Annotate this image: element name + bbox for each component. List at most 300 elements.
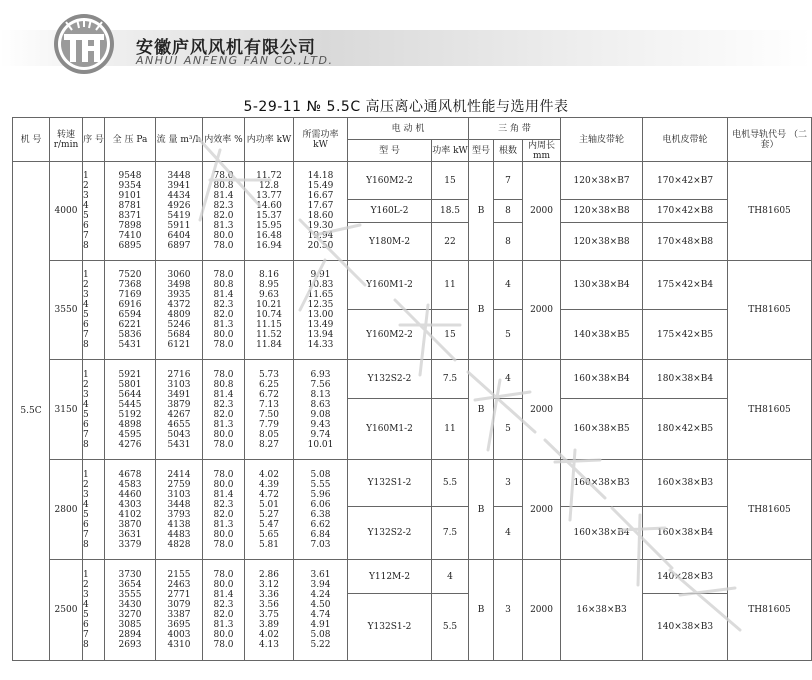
value-line: 7.03 [310,539,331,550]
speed-value: 4000 [50,162,83,261]
belt-type: B [469,460,494,560]
speed-value: 2500 [50,560,83,661]
value-line: 6.72 [258,389,280,400]
value-line: 82.3 [213,201,234,211]
efficiency-list [203,162,245,261]
value-line: 16.48 [256,231,282,241]
value-line: 80.0 [213,231,234,241]
value-line: 7.50 [258,409,280,420]
value-line: 80.0 [213,429,234,440]
value-line: 3.36 [258,590,280,600]
value-line: 7.13 [258,399,280,410]
value-line: 3941 [167,181,191,191]
value-line: 9.08 [310,409,331,420]
value-line: 11.84 [256,340,282,350]
motor-pulley: 170×48×B8 [643,223,728,261]
speed-value: 3150 [50,360,83,460]
value-line: 4303 [118,499,142,510]
value-line: 7 [83,231,89,241]
header-motor-pulley: 电机皮带轮 [643,118,728,162]
motor-pulley: 175×42×B4 [643,261,728,310]
value-line: 4.13 [258,640,280,650]
value-line: 78.0 [213,241,234,251]
motor-pulley: 140×28×B3 [643,560,728,594]
value-line: 8371 [118,211,142,221]
belt-count: 3 [494,460,523,507]
value-line: 6.84 [310,529,331,540]
belt-count: 4 [494,507,523,560]
motor-model: Y132S2-2 [348,360,432,399]
value-line: 11.52 [256,330,282,340]
value-line: 5 [83,310,89,320]
motor-power: 11 [432,399,469,460]
required-power-list [294,261,348,360]
motor-power: 15 [432,162,469,200]
value-line: 6.93 [310,369,331,380]
header-inner-power: 内功率 kW [245,118,294,162]
value-line: 6404 [167,231,191,241]
header-seq: 序 号 [83,118,105,162]
value-line: 5.73 [258,369,280,380]
value-line: 4583 [118,479,142,490]
value-line: 8.13 [310,389,331,400]
value-line: 5 [83,211,89,221]
pressure-list [105,261,156,360]
value-line: 4.02 [258,630,280,640]
value-line: 15.49 [307,181,334,191]
belt-count: 5 [494,310,523,360]
required-power-list [294,460,348,560]
value-line: 1 [83,469,89,480]
value-line: 4828 [167,539,191,550]
value-line: 13.49 [307,320,334,330]
value-line: 20.50 [307,241,334,251]
header-pressure: 全 压 Pa [105,118,156,162]
header-speed: 转速 r/min [50,118,83,162]
value-line: 8 [83,241,89,251]
value-line: 80.8 [213,379,234,390]
value-line: 12.8 [258,181,280,191]
value-line: 78.0 [213,369,234,380]
value-line: 8.95 [258,280,280,290]
flow-list [156,560,203,661]
value-line: 7368 [118,280,142,290]
value-line: 82.3 [213,600,234,610]
value-line: 5431 [167,439,191,450]
table-row [13,261,812,310]
value-line: 3103 [167,489,191,500]
value-line: 9.63 [258,290,280,300]
motor-power: 5.5 [432,460,469,507]
company-name-cn: 安徽庐风风机有限公司 [136,38,316,58]
motor-model: Y132S1-2 [348,594,432,661]
value-line: 5.01 [258,499,280,510]
motor-model: Y160M1-2 [348,261,432,310]
value-line: 4276 [118,439,142,450]
value-line: 5801 [118,379,142,390]
rail-code: TH81605 [728,460,812,560]
value-line: 3879 [167,399,191,410]
value-line: 6 [83,419,89,430]
machine-number: 5.5C [13,162,50,661]
seq-list [83,261,105,360]
value-line: 9.74 [310,429,331,440]
value-line: 3793 [167,509,191,520]
value-line: 1 [83,171,89,181]
main-pulley: 120×38×B8 [561,223,643,261]
header-main-pulley: 主轴皮带轮 [561,118,643,162]
value-line: 81.3 [213,419,234,430]
value-line: 3.89 [258,620,280,630]
company-header [0,0,812,82]
value-line: 2693 [118,640,142,650]
header-belt-type: 型号 [469,140,494,162]
value-line: 81.3 [213,620,234,630]
value-line: 19.94 [307,231,334,241]
value-line: 4 [83,600,89,610]
value-line: 4809 [167,310,191,320]
value-line: 80.0 [213,330,234,340]
belt-length: 2000 [523,460,561,560]
value-line: 78.0 [213,439,234,450]
rail-code: TH81605 [728,560,812,661]
value-line: 2716 [167,369,191,380]
value-line: 7169 [118,290,142,300]
belt-count: 5 [494,399,523,460]
value-line: 4 [83,201,89,211]
motor-power: 4 [432,560,469,594]
inner-power-list [245,162,294,261]
value-line: 80.8 [213,280,234,290]
value-line: 5684 [167,330,191,340]
value-line: 4655 [167,419,191,430]
value-line: 6 [83,320,89,330]
value-line: 5.65 [258,529,280,540]
value-line: 4.39 [258,479,280,490]
value-line: 6 [83,519,89,530]
value-line: 6121 [167,340,191,350]
pressure-list [105,360,156,460]
value-line: 82.3 [213,399,234,410]
value-line: 2 [83,181,89,191]
motor-power: 7.5 [432,360,469,399]
value-line: 81.3 [213,221,234,231]
rail-code: TH81605 [728,360,812,460]
value-line: 2414 [167,469,191,480]
value-line: 9.91 [310,270,331,280]
value-line: 9.43 [310,419,331,430]
value-line: 4372 [167,300,191,310]
value-line: 81.4 [213,489,234,500]
value-line: 80.0 [213,529,234,540]
belt-type: B [469,560,494,661]
belt-count: 3 [494,560,523,661]
belt-length: 2000 [523,261,561,360]
value-line: 10.74 [256,310,282,320]
value-line: 81.4 [213,191,234,201]
value-line: 5.08 [310,630,331,640]
inner-power-list [245,560,294,661]
value-line: 5.81 [258,539,280,550]
value-line: 82.0 [213,409,234,420]
value-line: 81.3 [213,320,234,330]
value-line: 5.08 [310,469,331,480]
value-line: 5 [83,509,89,520]
value-line: 3498 [167,280,191,290]
value-line: 4.91 [310,620,331,630]
value-line: 82.3 [213,499,234,510]
table-row [13,360,812,399]
value-line: 6.06 [310,499,331,510]
speed-value: 2800 [50,460,83,560]
company-logo-icon [52,12,116,76]
value-line: 80.8 [213,181,234,191]
value-line: 2759 [167,479,191,490]
value-line: 3270 [118,610,142,620]
value-line: 5.47 [258,519,280,530]
header-rail: 电机导轨代号 （二套） [728,118,812,162]
value-line: 5445 [118,399,142,410]
value-line: 4.02 [258,469,280,480]
value-line: 5911 [167,221,191,231]
header-flow: 流 量 m³/h [156,118,203,162]
pressure-list [105,560,156,661]
value-line: 81.4 [213,590,234,600]
value-line: 6.38 [310,509,331,520]
seq-list [83,360,105,460]
value-line: 4267 [167,409,191,420]
value-line: 3 [83,389,89,400]
value-line: 12.35 [307,300,334,310]
value-line: 2771 [167,590,191,600]
value-line: 78.0 [213,539,234,550]
value-line: 3 [83,590,89,600]
header-motor-power: 功率 kW [432,140,469,162]
value-line: 4 [83,399,89,410]
value-line: 2 [83,479,89,490]
value-line: 18.60 [307,211,334,221]
value-line: 2894 [118,630,142,640]
value-line: 16.67 [307,191,334,201]
value-line: 3.94 [310,580,331,590]
value-line: 7.79 [258,419,280,430]
motor-model: Y160M2-2 [348,310,432,360]
value-line: 7 [83,429,89,440]
value-line: 78.0 [213,469,234,480]
value-line: 78.0 [213,171,234,181]
value-line: 82.3 [213,300,234,310]
value-line: 4898 [118,419,142,430]
value-line: 5644 [118,389,142,400]
efficiency-list [203,360,245,460]
value-line: 14.60 [256,201,282,211]
value-line: 3060 [167,270,191,280]
value-line: 13.77 [256,191,282,201]
value-line: 8 [83,340,89,350]
value-line: 6221 [118,320,142,330]
value-line: 82.0 [213,310,234,320]
value-line: 82.0 [213,610,234,620]
belt-type: B [469,162,494,261]
motor-pulley: 180×42×B5 [643,399,728,460]
value-line: 5 [83,409,89,420]
value-line: 14.33 [307,340,334,350]
value-line: 80.0 [213,630,234,640]
value-line: 3555 [118,590,142,600]
pressure-list [105,460,156,560]
header-belt-length: 内周长 mm [523,140,561,162]
value-line: 6594 [118,310,142,320]
value-line: 3448 [167,171,191,181]
value-line: 3491 [167,389,191,400]
value-line: 2 [83,280,89,290]
main-pulley: 120×38×B8 [561,200,643,223]
table-row [13,162,812,200]
value-line: 3.75 [258,610,280,620]
motor-pulley: 170×42×B7 [643,162,728,200]
required-power-list [294,162,348,261]
motor-power: 11 [432,261,469,310]
rail-code: TH81605 [728,261,812,360]
performance-table [12,117,812,661]
table-row [13,460,812,507]
value-line: 10.21 [256,300,282,310]
motor-model: Y112M-2 [348,560,432,594]
value-line: 4 [83,499,89,510]
value-line: 7 [83,529,89,540]
value-line: 78.0 [213,270,234,280]
value-line: 5.27 [258,509,280,520]
main-pulley: 160×38×B3 [561,460,643,507]
rail-code: TH81605 [728,162,812,261]
value-line: 4003 [167,630,191,640]
value-line: 7 [83,330,89,340]
flow-list [156,460,203,560]
value-line: 5431 [118,340,142,350]
motor-model: Y180M-2 [348,223,432,261]
value-line: 3430 [118,600,142,610]
main-pulley: 160×38×B5 [561,399,643,460]
motor-pulley: 160×38×B4 [643,507,728,560]
main-pulley: 160×38×B4 [561,360,643,399]
main-pulley: 140×38×B5 [561,310,643,360]
value-line: 6897 [167,241,191,251]
value-line: 9101 [118,191,142,201]
value-line: 8.16 [258,270,280,280]
value-line: 3 [83,191,89,201]
flow-list [156,261,203,360]
motor-model: Y160L-2 [348,200,432,223]
value-line: 4.74 [310,610,331,620]
value-line: 81.4 [213,389,234,400]
motor-pulley: 170×42×B8 [643,200,728,223]
inner-power-list [245,360,294,460]
value-line: 5.22 [310,640,331,650]
value-line: 11.65 [307,290,334,300]
value-line: 82.0 [213,211,234,221]
motor-power: 7.5 [432,507,469,560]
value-line: 13.94 [307,330,334,340]
value-line: 8781 [118,201,142,211]
value-line: 82.0 [213,509,234,520]
value-line: 8.27 [258,439,280,450]
value-line: 8 [83,439,89,450]
value-line: 80.0 [213,580,234,590]
value-line: 2155 [167,570,191,580]
motor-pulley: 175×42×B5 [643,310,728,360]
efficiency-list [203,261,245,360]
value-line: 3379 [118,539,142,550]
value-line: 8 [83,539,89,550]
value-line: 13.00 [307,310,334,320]
value-line: 6916 [118,300,142,310]
value-line: 5 [83,610,89,620]
belt-count: 8 [494,223,523,261]
value-line: 3079 [167,600,191,610]
value-line: 3935 [167,290,191,300]
main-pulley: 16×38×B3 [561,560,643,661]
value-line: 4.24 [310,590,331,600]
value-line: 4.72 [258,489,280,500]
motor-power: 5.5 [432,594,469,661]
value-line: 10.01 [307,439,334,450]
value-line: 4138 [167,519,191,530]
speed-value: 3550 [50,261,83,360]
seq-list [83,560,105,661]
value-line: 11.72 [256,171,282,181]
value-line: 11.15 [256,320,282,330]
value-line: 5.96 [310,489,331,500]
header-motor-model: 型 号 [348,140,432,162]
value-line: 3085 [118,620,142,630]
motor-power: 22 [432,223,469,261]
value-line: 5.55 [310,479,331,490]
value-line: 15.95 [256,221,282,231]
value-line: 6.25 [258,379,280,390]
value-line: 3387 [167,610,191,620]
value-line: 3730 [118,570,142,580]
inner-power-list [245,460,294,560]
table-row [13,560,812,594]
motor-model: Y160M1-2 [348,399,432,460]
header-motor-group: 电 动 机 [348,118,469,140]
value-line: 2.86 [258,570,280,580]
value-line: 4434 [167,191,191,201]
header-model: 机 号 [13,118,50,162]
seq-list [83,162,105,261]
value-line: 4102 [118,509,142,520]
value-line: 4926 [167,201,191,211]
value-line: 80.0 [213,479,234,490]
value-line: 3654 [118,580,142,590]
motor-pulley: 140×38×B3 [643,594,728,661]
flow-list [156,162,203,261]
value-line: 14.18 [307,171,334,181]
value-line: 7 [83,630,89,640]
motor-model: Y160M2-2 [348,162,432,200]
flow-list [156,360,203,460]
header-belt-group: 三 角 带 [469,118,561,140]
value-line: 4 [83,300,89,310]
value-line: 4595 [118,429,142,440]
value-line: 7.56 [310,379,331,390]
header-band [0,30,812,66]
belt-type: B [469,261,494,360]
inner-power-list [245,261,294,360]
belt-type: B [469,360,494,460]
performance-body [13,162,812,661]
motor-pulley: 160×38×B3 [643,460,728,507]
